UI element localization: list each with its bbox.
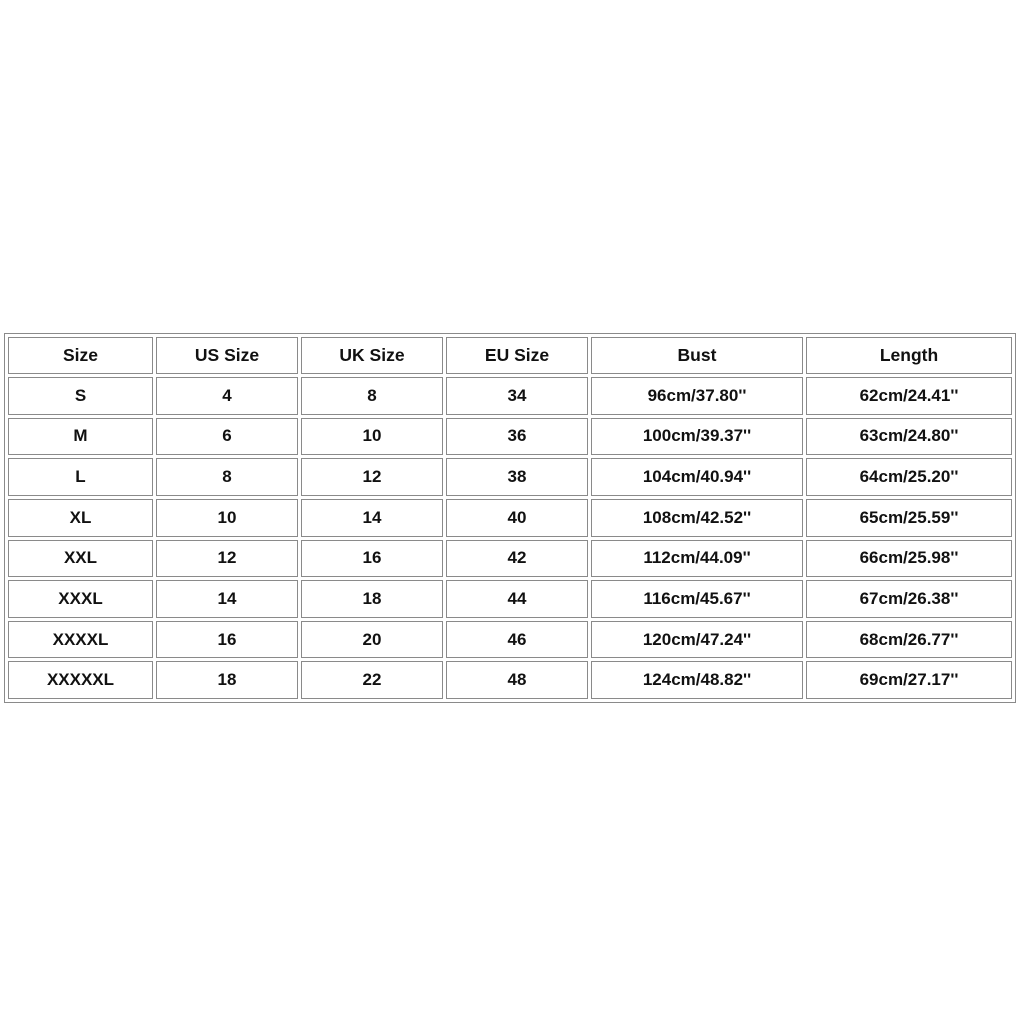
cell-uk-size: 8 bbox=[301, 377, 443, 415]
cell-us-size: 16 bbox=[156, 621, 298, 659]
cell-us-size: 18 bbox=[156, 661, 298, 699]
cell-us-size: 10 bbox=[156, 499, 298, 537]
header-bust: Bust bbox=[591, 337, 803, 374]
cell-eu-size: 38 bbox=[446, 458, 588, 496]
cell-uk-size: 18 bbox=[301, 580, 443, 618]
cell-uk-size: 20 bbox=[301, 621, 443, 659]
table-row bbox=[8, 499, 1012, 537]
cell-bust: 120cm/47.24'' bbox=[591, 621, 803, 659]
cell-bust: 112cm/44.09'' bbox=[591, 540, 803, 578]
cell-us-size: 12 bbox=[156, 540, 298, 578]
cell-us-size: 4 bbox=[156, 377, 298, 415]
table-row bbox=[8, 377, 1012, 415]
cell-length: 64cm/25.20'' bbox=[806, 458, 1012, 496]
header-us-size: US Size bbox=[156, 337, 298, 374]
cell-eu-size: 42 bbox=[446, 540, 588, 578]
table-row bbox=[8, 661, 1012, 699]
table-row bbox=[8, 580, 1012, 618]
header-eu-size: EU Size bbox=[446, 337, 588, 374]
cell-uk-size: 12 bbox=[301, 458, 443, 496]
cell-us-size: 14 bbox=[156, 580, 298, 618]
cell-uk-size: 14 bbox=[301, 499, 443, 537]
cell-bust: 124cm/48.82'' bbox=[591, 661, 803, 699]
cell-length: 63cm/24.80'' bbox=[806, 418, 1012, 456]
cell-size: XL bbox=[8, 499, 153, 537]
cell-size: XXXXXL bbox=[8, 661, 153, 699]
cell-size: XXXXL bbox=[8, 621, 153, 659]
cell-length: 68cm/26.77'' bbox=[806, 621, 1012, 659]
header-row bbox=[8, 337, 1012, 374]
header-uk-size: UK Size bbox=[301, 337, 443, 374]
cell-bust: 104cm/40.94'' bbox=[591, 458, 803, 496]
cell-uk-size: 16 bbox=[301, 540, 443, 578]
cell-size: M bbox=[8, 418, 153, 456]
cell-size: L bbox=[8, 458, 153, 496]
cell-length: 69cm/27.17'' bbox=[806, 661, 1012, 699]
cell-eu-size: 48 bbox=[446, 661, 588, 699]
cell-uk-size: 10 bbox=[301, 418, 443, 456]
cell-bust: 100cm/39.37'' bbox=[591, 418, 803, 456]
cell-length: 67cm/26.38'' bbox=[806, 580, 1012, 618]
cell-eu-size: 40 bbox=[446, 499, 588, 537]
cell-size: XXXL bbox=[8, 580, 153, 618]
cell-bust: 108cm/42.52'' bbox=[591, 499, 803, 537]
header-length: Length bbox=[806, 337, 1012, 374]
size-chart-table bbox=[4, 333, 1016, 703]
cell-size: XXL bbox=[8, 540, 153, 578]
cell-bust: 96cm/37.80'' bbox=[591, 377, 803, 415]
cell-eu-size: 46 bbox=[446, 621, 588, 659]
header-size: Size bbox=[8, 337, 153, 374]
cell-bust: 116cm/45.67'' bbox=[591, 580, 803, 618]
cell-us-size: 6 bbox=[156, 418, 298, 456]
cell-length: 65cm/25.59'' bbox=[806, 499, 1012, 537]
table-row bbox=[8, 621, 1012, 659]
table-row bbox=[8, 540, 1012, 578]
cell-length: 62cm/24.41'' bbox=[806, 377, 1012, 415]
cell-eu-size: 44 bbox=[446, 580, 588, 618]
table-row bbox=[8, 458, 1012, 496]
cell-eu-size: 36 bbox=[446, 418, 588, 456]
cell-length: 66cm/25.98'' bbox=[806, 540, 1012, 578]
cell-size: S bbox=[8, 377, 153, 415]
cell-eu-size: 34 bbox=[446, 377, 588, 415]
cell-uk-size: 22 bbox=[301, 661, 443, 699]
table-row bbox=[8, 418, 1012, 456]
cell-us-size: 8 bbox=[156, 458, 298, 496]
